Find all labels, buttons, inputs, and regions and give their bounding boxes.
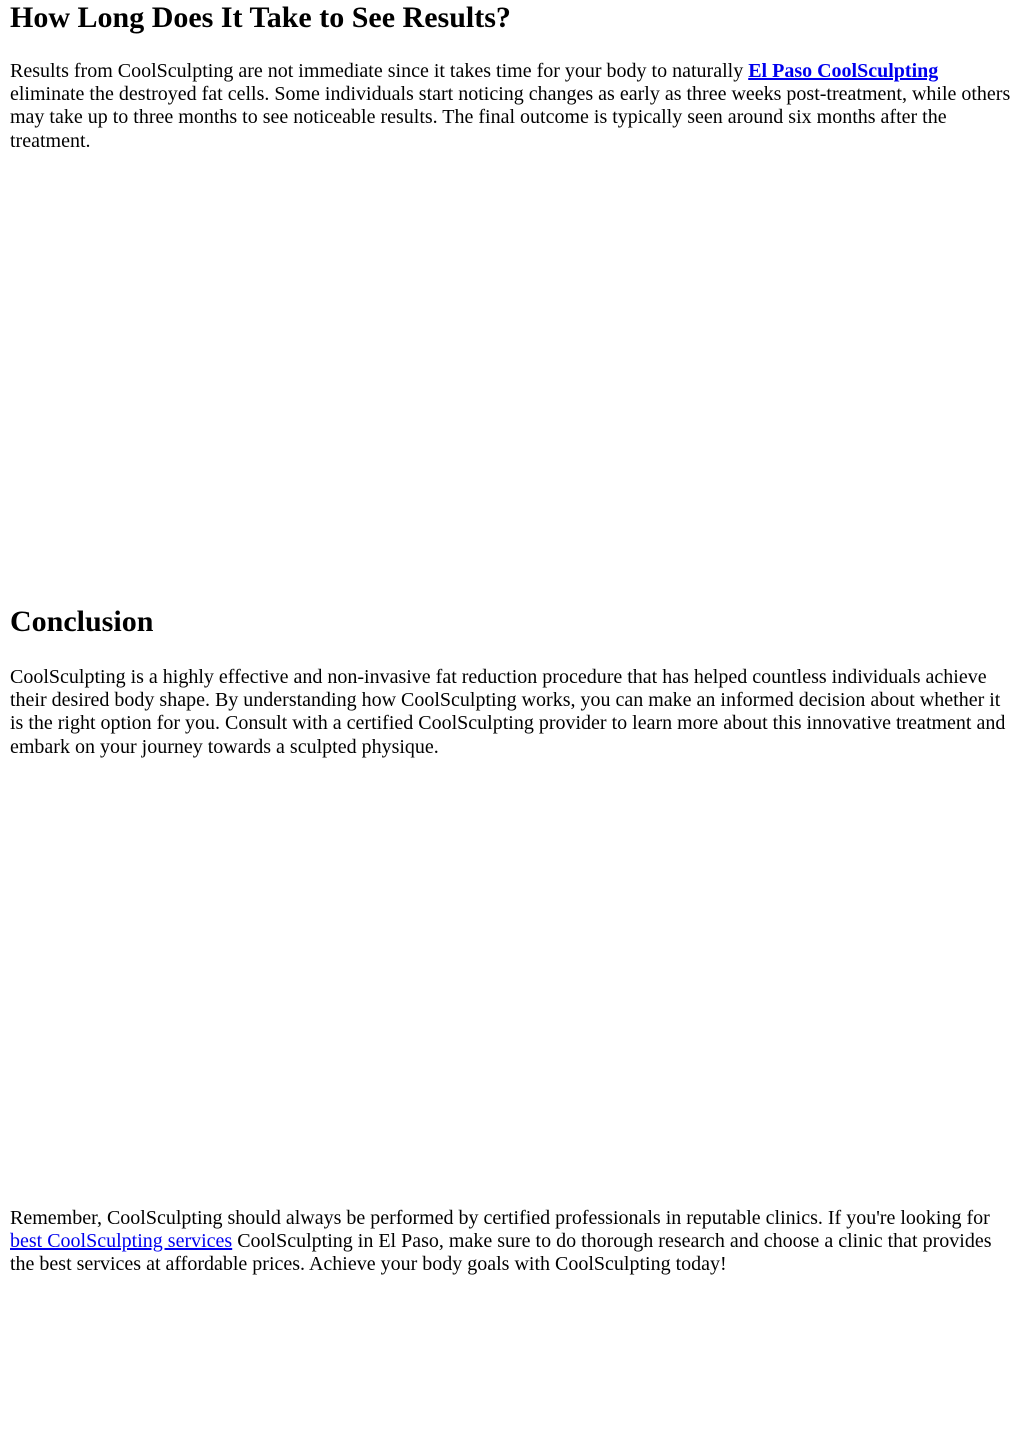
- remember-paragraph: [10, 1207, 1016, 1277]
- remember-text-start: Remember, CoolSculpting should always be performed by certified professionals in reputable clinics. If you're looking for: [10, 1207, 990, 1229]
- results-text-start: Results from CoolSculpting are not immediate since it takes time for your body to naturally: [10, 60, 749, 82]
- remember-text-end: CoolSculpting in El Paso, make sure to do thorough research and choose a clinic that provides the best services at affordable prices. Achieve your body goals with CoolSculpting today!: [10, 1230, 992, 1276]
- conclusion-heading: Conclusion: [10, 605, 154, 638]
- best-coolsculpting-services-link[interactable]: best CoolSculpting services: [10, 1230, 233, 1253]
- el-paso-coolsculpting-link[interactable]: El Paso CoolSculpting: [748, 60, 939, 82]
- results-heading: How Long Does It Take to See Results?: [10, 1, 511, 34]
- conclusion-paragraph: CoolSculpting is a highly effective and non-invasive fat reduction procedure that has helped countless individuals achieve their desired body shape. By understanding how CoolSculpting works, you can make an informed decision about whether it is the right option for you. Consult with a certified CoolSculpting provider to learn more about this innovative treatment and embark on your journey towards a sculpted physique.: [10, 666, 1006, 758]
- results-text-end: eliminate the destroyed fat cells. Some individuals start noticing changes as early as three weeks post-treatment, while others may take up to three months to see noticeable results. The final outcome is typically seen around six months after the treatment.: [10, 83, 1011, 152]
- results-paragraph: [10, 60, 1016, 153]
